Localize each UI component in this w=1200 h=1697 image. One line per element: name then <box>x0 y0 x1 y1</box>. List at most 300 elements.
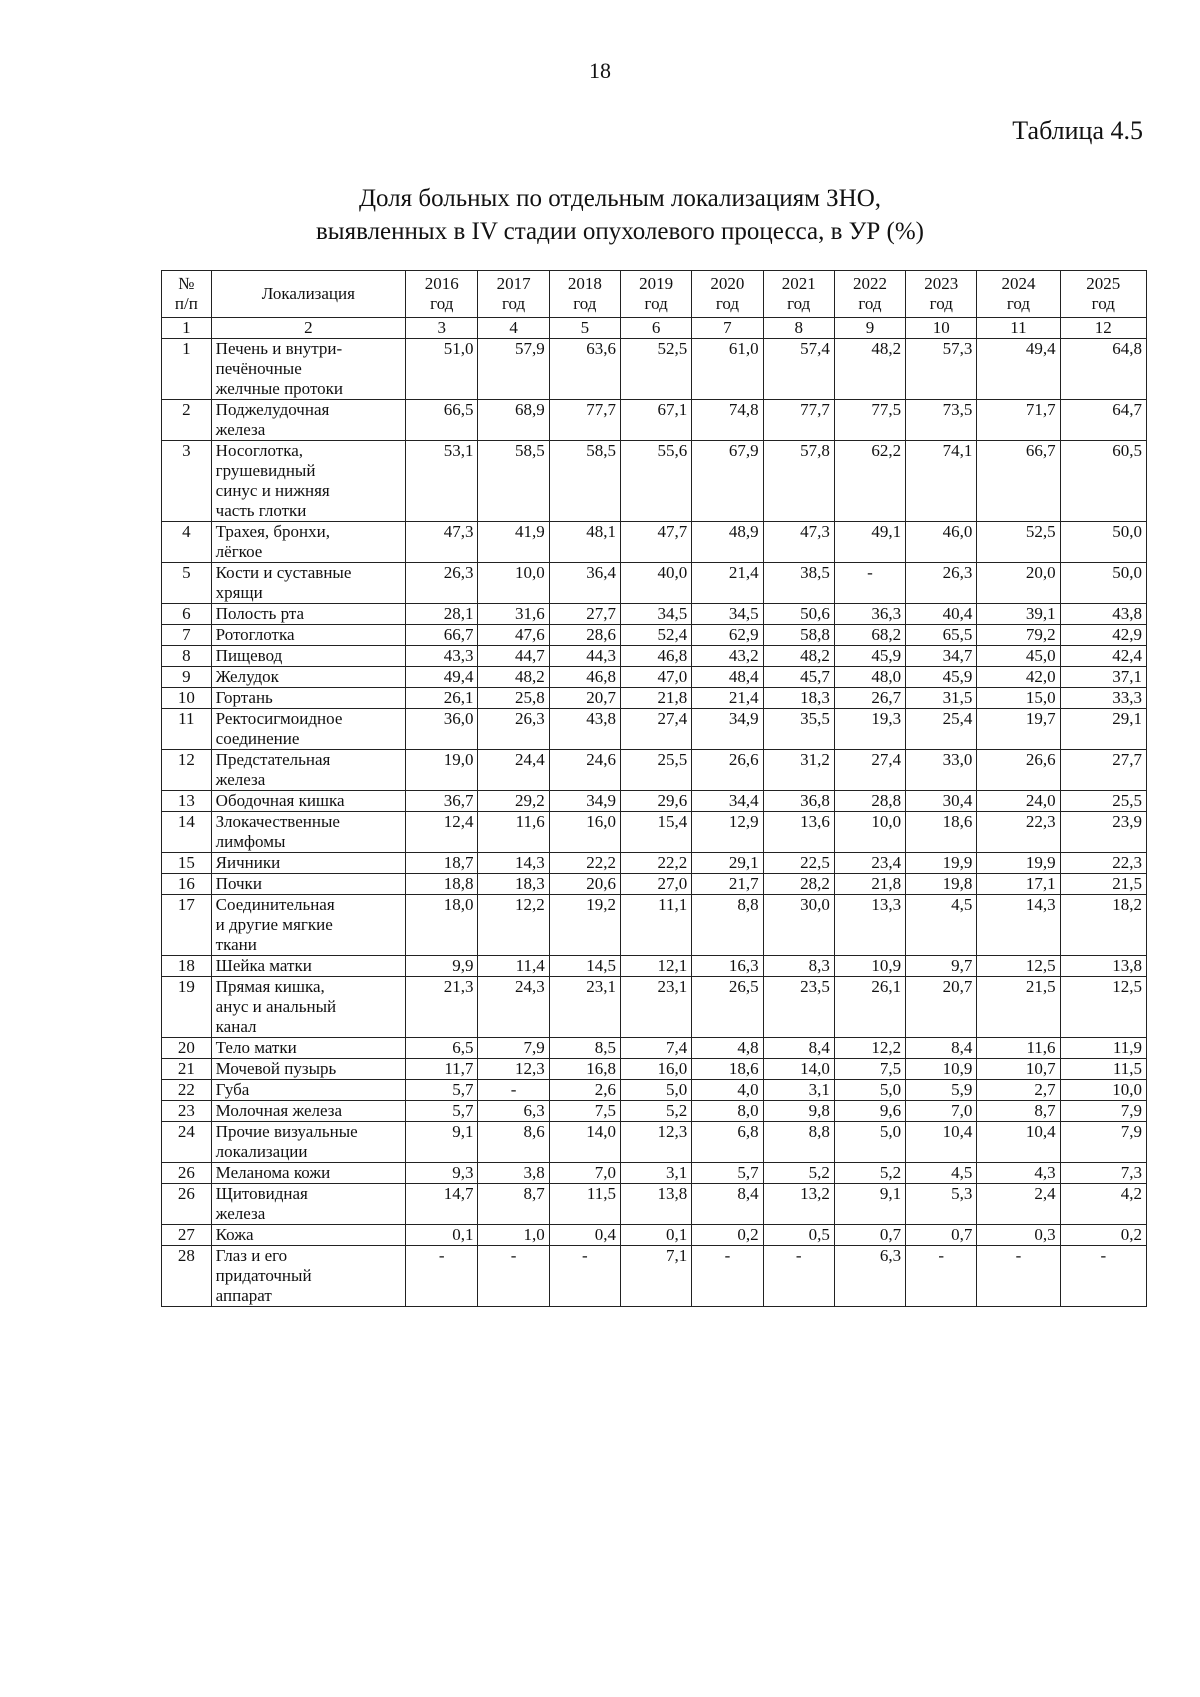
row-value: 7,1 <box>621 1246 692 1307</box>
row-value: 20,0 <box>977 563 1060 604</box>
row-value: 35,5 <box>763 709 834 750</box>
table-row <box>162 646 1147 667</box>
header-year: 2016 год <box>406 271 478 318</box>
row-value: 8,8 <box>763 1122 834 1163</box>
row-localization: Прочие визуальные локализации <box>211 1122 405 1163</box>
row-value: 74,8 <box>692 400 763 441</box>
row-value: 21,3 <box>406 977 478 1038</box>
row-number: 18 <box>162 956 212 977</box>
column-number: 2 <box>211 318 405 339</box>
row-value: 14,7 <box>406 1184 478 1225</box>
row-value: 36,4 <box>549 563 620 604</box>
row-value: 43,8 <box>1060 604 1146 625</box>
row-value: 23,4 <box>834 853 905 874</box>
row-value: 5,2 <box>834 1163 905 1184</box>
row-value: 11,9 <box>1060 1038 1146 1059</box>
row-value: 19,2 <box>549 895 620 956</box>
table-row <box>162 1184 1147 1225</box>
row-value: 26,3 <box>406 563 478 604</box>
row-value: 2,7 <box>977 1080 1060 1101</box>
column-number: 3 <box>406 318 478 339</box>
row-value: - <box>549 1246 620 1307</box>
table-title-line-1: Доля больных по отдельным локализациям ЗНО, <box>358 185 882 212</box>
row-number: 6 <box>162 604 212 625</box>
row-value: 49,1 <box>834 522 905 563</box>
table-body <box>162 339 1147 1307</box>
row-value: 18,6 <box>906 812 977 853</box>
row-value: 3,1 <box>621 1163 692 1184</box>
row-value: 3,1 <box>763 1080 834 1101</box>
table-row <box>162 625 1147 646</box>
header-num: № п/п <box>162 271 212 318</box>
row-value: 29,6 <box>621 791 692 812</box>
row-value: 33,0 <box>906 750 977 791</box>
row-value: 58,5 <box>478 441 549 522</box>
row-value: 26,6 <box>977 750 1060 791</box>
row-value: - <box>834 563 905 604</box>
row-localization: Ободочная кишка <box>211 791 405 812</box>
row-value: 5,7 <box>406 1080 478 1101</box>
row-value: 43,8 <box>549 709 620 750</box>
row-value: 36,3 <box>834 604 905 625</box>
row-number: 8 <box>162 646 212 667</box>
column-number: 4 <box>478 318 549 339</box>
row-value: 7,0 <box>549 1163 620 1184</box>
row-value: 26,1 <box>834 977 905 1038</box>
row-value: 66,5 <box>406 400 478 441</box>
row-number: 27 <box>162 1225 212 1246</box>
row-value: 18,2 <box>1060 895 1146 956</box>
row-value: 13,6 <box>763 812 834 853</box>
row-value: 21,4 <box>692 563 763 604</box>
table-row <box>162 1122 1147 1163</box>
row-value: 9,6 <box>834 1101 905 1122</box>
column-number: 11 <box>977 318 1060 339</box>
row-value: 34,5 <box>692 604 763 625</box>
row-value: 57,9 <box>478 339 549 400</box>
row-value: 45,7 <box>763 667 834 688</box>
row-value: 12,5 <box>977 956 1060 977</box>
row-value: 65,5 <box>906 625 977 646</box>
row-value: 62,9 <box>692 625 763 646</box>
row-localization: Губа <box>211 1080 405 1101</box>
row-value: 79,2 <box>977 625 1060 646</box>
row-value: 6,3 <box>834 1246 905 1307</box>
row-number: 13 <box>162 791 212 812</box>
row-value: 29,1 <box>1060 709 1146 750</box>
table-row <box>162 812 1147 853</box>
row-value: 48,2 <box>763 646 834 667</box>
row-value: 50,6 <box>763 604 834 625</box>
row-value: 64,8 <box>1060 339 1146 400</box>
row-localization: Щитовидная железа <box>211 1184 405 1225</box>
row-value: 45,0 <box>977 646 1060 667</box>
header-year: 2020 год <box>692 271 763 318</box>
row-value: 31,5 <box>906 688 977 709</box>
row-value: 11,5 <box>1060 1059 1146 1080</box>
row-value: 47,3 <box>406 522 478 563</box>
row-localization: Соединительная и другие мягкие ткани <box>211 895 405 956</box>
row-value: 8,8 <box>692 895 763 956</box>
row-value: 15,4 <box>621 812 692 853</box>
row-value: 30,4 <box>906 791 977 812</box>
row-value: 61,0 <box>692 339 763 400</box>
row-value: 10,9 <box>906 1059 977 1080</box>
row-value: 21,4 <box>692 688 763 709</box>
row-value: 7,9 <box>1060 1101 1146 1122</box>
table-row <box>162 874 1147 895</box>
row-value: - <box>1060 1246 1146 1307</box>
row-value: 16,8 <box>549 1059 620 1080</box>
row-value: 36,0 <box>406 709 478 750</box>
row-value: 14,3 <box>478 853 549 874</box>
row-value: 5,2 <box>763 1163 834 1184</box>
row-value: 15,0 <box>977 688 1060 709</box>
row-localization: Кости и суставные хрящи <box>211 563 405 604</box>
row-value: - <box>977 1246 1060 1307</box>
row-value: 27,7 <box>549 604 620 625</box>
row-value: 9,3 <box>406 1163 478 1184</box>
row-value: 23,1 <box>549 977 620 1038</box>
row-number: 2 <box>162 400 212 441</box>
row-value: 0,1 <box>621 1225 692 1246</box>
row-number: 26 <box>162 1184 212 1225</box>
row-value: - <box>406 1246 478 1307</box>
row-value: 16,0 <box>549 812 620 853</box>
row-value: 31,6 <box>478 604 549 625</box>
row-number: 9 <box>162 667 212 688</box>
row-value: 24,3 <box>478 977 549 1038</box>
row-value: 12,1 <box>621 956 692 977</box>
row-value: 14,0 <box>763 1059 834 1080</box>
row-value: 77,5 <box>834 400 905 441</box>
row-value: 25,8 <box>478 688 549 709</box>
row-localization: Яичники <box>211 853 405 874</box>
row-value: 19,3 <box>834 709 905 750</box>
localization-stage4-table <box>161 270 1147 1307</box>
table-title <box>0 182 1200 248</box>
table-row <box>162 1163 1147 1184</box>
row-localization: Поджелудочная железа <box>211 400 405 441</box>
row-value: 48,2 <box>478 667 549 688</box>
row-value: 48,9 <box>692 522 763 563</box>
table-row <box>162 895 1147 956</box>
row-value: 7,9 <box>1060 1122 1146 1163</box>
row-value: 2,6 <box>549 1080 620 1101</box>
column-number: 8 <box>763 318 834 339</box>
row-value: 68,2 <box>834 625 905 646</box>
row-value: 27,4 <box>621 709 692 750</box>
row-value: 46,0 <box>906 522 977 563</box>
row-value: 1,0 <box>478 1225 549 1246</box>
row-value: 0,1 <box>406 1225 478 1246</box>
row-value: 23,1 <box>621 977 692 1038</box>
row-value: 38,5 <box>763 563 834 604</box>
row-number: 26 <box>162 1163 212 1184</box>
row-value: 8,4 <box>692 1184 763 1225</box>
table-row <box>162 688 1147 709</box>
row-value: 47,6 <box>478 625 549 646</box>
row-value: 19,9 <box>906 853 977 874</box>
row-localization: Печень и внутри- печёночные желчные протоки <box>211 339 405 400</box>
row-localization: Ротоглотка <box>211 625 405 646</box>
row-value: 0,2 <box>1060 1225 1146 1246</box>
row-value: 22,2 <box>549 853 620 874</box>
row-value: 18,3 <box>763 688 834 709</box>
header-year: 2019 год <box>621 271 692 318</box>
row-localization: Молочная железа <box>211 1101 405 1122</box>
row-value: 13,8 <box>1060 956 1146 977</box>
row-value: 6,5 <box>406 1038 478 1059</box>
row-value: 40,0 <box>621 563 692 604</box>
row-value: 10,0 <box>1060 1080 1146 1101</box>
row-value: 12,4 <box>406 812 478 853</box>
row-value: 57,4 <box>763 339 834 400</box>
row-value: - <box>763 1246 834 1307</box>
row-number: 19 <box>162 977 212 1038</box>
row-localization: Трахея, бронхи, лёгкое <box>211 522 405 563</box>
row-value: 8,4 <box>906 1038 977 1059</box>
row-value: 8,7 <box>977 1101 1060 1122</box>
row-value: - <box>478 1080 549 1101</box>
row-value: 18,0 <box>406 895 478 956</box>
row-value: 8,3 <box>763 956 834 977</box>
row-value: 47,7 <box>621 522 692 563</box>
row-value: 25,5 <box>1060 791 1146 812</box>
row-number: 16 <box>162 874 212 895</box>
row-value: 31,2 <box>763 750 834 791</box>
table-row <box>162 1080 1147 1101</box>
row-value: 9,8 <box>763 1101 834 1122</box>
row-value: 16,3 <box>692 956 763 977</box>
row-value: 7,0 <box>906 1101 977 1122</box>
row-value: 21,8 <box>621 688 692 709</box>
row-value: 60,5 <box>1060 441 1146 522</box>
row-value: 26,1 <box>406 688 478 709</box>
row-value: 17,1 <box>977 874 1060 895</box>
row-value: 19,8 <box>906 874 977 895</box>
header-year: 2025 год <box>1060 271 1146 318</box>
row-value: 27,0 <box>621 874 692 895</box>
table-title-line-2: выявленных в IV стадии опухолевого процесса, в УР (%) <box>316 218 924 245</box>
table-row <box>162 441 1147 522</box>
row-number: 10 <box>162 688 212 709</box>
row-value: 12,3 <box>621 1122 692 1163</box>
row-value: 9,1 <box>406 1122 478 1163</box>
row-value: 48,0 <box>834 667 905 688</box>
row-value: 13,3 <box>834 895 905 956</box>
row-value: 37,1 <box>1060 667 1146 688</box>
row-value: 7,3 <box>1060 1163 1146 1184</box>
row-value: - <box>692 1246 763 1307</box>
row-number: 5 <box>162 563 212 604</box>
table-row <box>162 1246 1147 1307</box>
header-year: 2022 год <box>834 271 905 318</box>
row-value: 0,7 <box>906 1225 977 1246</box>
row-value: 10,4 <box>906 1122 977 1163</box>
row-value: 27,4 <box>834 750 905 791</box>
row-value: 50,0 <box>1060 522 1146 563</box>
row-value: 26,5 <box>692 977 763 1038</box>
row-localization: Предстательная железа <box>211 750 405 791</box>
row-value: 6,3 <box>478 1101 549 1122</box>
row-localization: Почки <box>211 874 405 895</box>
row-number: 17 <box>162 895 212 956</box>
row-value: 14,3 <box>977 895 1060 956</box>
row-value: 47,3 <box>763 522 834 563</box>
row-value: 16,0 <box>621 1059 692 1080</box>
row-value: 44,7 <box>478 646 549 667</box>
row-value: 8,6 <box>478 1122 549 1163</box>
row-value: 7,9 <box>478 1038 549 1059</box>
table-row <box>162 1101 1147 1122</box>
column-number: 6 <box>621 318 692 339</box>
row-value: 18,8 <box>406 874 478 895</box>
table-row <box>162 977 1147 1038</box>
row-value: 28,1 <box>406 604 478 625</box>
row-number: 21 <box>162 1059 212 1080</box>
row-value: 4,5 <box>906 895 977 956</box>
row-value: 22,3 <box>977 812 1060 853</box>
table-row <box>162 750 1147 791</box>
row-value: 20,7 <box>906 977 977 1038</box>
row-value: - <box>906 1246 977 1307</box>
row-value: 5,0 <box>621 1080 692 1101</box>
row-value: 24,6 <box>549 750 620 791</box>
row-number: 15 <box>162 853 212 874</box>
row-localization: Ректосигмоидное соединение <box>211 709 405 750</box>
table-label: Таблица 4.5 <box>1012 116 1143 145</box>
row-value: 57,3 <box>906 339 977 400</box>
row-value: 25,5 <box>621 750 692 791</box>
header-year: 2018 год <box>549 271 620 318</box>
header-localization: Локализация <box>211 271 405 318</box>
row-value: 21,8 <box>834 874 905 895</box>
row-value: 58,8 <box>763 625 834 646</box>
row-value: 22,3 <box>1060 853 1146 874</box>
row-value: 7,5 <box>549 1101 620 1122</box>
row-value: 11,7 <box>406 1059 478 1080</box>
row-value: 5,0 <box>834 1122 905 1163</box>
row-value: 67,9 <box>692 441 763 522</box>
row-value: 14,5 <box>549 956 620 977</box>
row-value: 52,5 <box>621 339 692 400</box>
row-value: 12,3 <box>478 1059 549 1080</box>
row-value: 12,9 <box>692 812 763 853</box>
row-value: 45,9 <box>906 667 977 688</box>
page-number: 18 <box>589 58 611 83</box>
row-value: 5,7 <box>406 1101 478 1122</box>
table-row <box>162 1225 1147 1246</box>
column-number: 5 <box>549 318 620 339</box>
row-value: 22,2 <box>621 853 692 874</box>
row-value: 5,9 <box>906 1080 977 1101</box>
table-row <box>162 1059 1147 1080</box>
row-number: 23 <box>162 1101 212 1122</box>
row-value: 28,2 <box>763 874 834 895</box>
row-value: 43,3 <box>406 646 478 667</box>
row-value: 5,2 <box>621 1101 692 1122</box>
row-value: 19,0 <box>406 750 478 791</box>
row-value: 34,5 <box>621 604 692 625</box>
row-value: 11,6 <box>478 812 549 853</box>
row-value: 42,0 <box>977 667 1060 688</box>
row-number: 28 <box>162 1246 212 1307</box>
row-value: 26,3 <box>906 563 977 604</box>
row-localization: Меланома кожи <box>211 1163 405 1184</box>
row-localization: Тело матки <box>211 1038 405 1059</box>
row-value: 26,6 <box>692 750 763 791</box>
row-value: 6,8 <box>692 1122 763 1163</box>
header-row <box>162 271 1147 318</box>
row-value: 34,4 <box>692 791 763 812</box>
row-value: 73,5 <box>906 400 977 441</box>
row-value: 27,7 <box>1060 750 1146 791</box>
row-value: 57,8 <box>763 441 834 522</box>
row-value: 48,1 <box>549 522 620 563</box>
row-value: 49,4 <box>406 667 478 688</box>
row-value: 26,7 <box>834 688 905 709</box>
row-localization: Носоглотка, грушевидный синус и нижняя часть глотки <box>211 441 405 522</box>
row-value: 47,0 <box>621 667 692 688</box>
row-value: 34,9 <box>549 791 620 812</box>
row-value: 4,0 <box>692 1080 763 1101</box>
table-row <box>162 667 1147 688</box>
row-value: 66,7 <box>977 441 1060 522</box>
column-number: 10 <box>906 318 977 339</box>
row-value: 10,9 <box>834 956 905 977</box>
row-value: 18,7 <box>406 853 478 874</box>
row-value: 18,6 <box>692 1059 763 1080</box>
row-value: 0,4 <box>549 1225 620 1246</box>
row-value: 2,4 <box>977 1184 1060 1225</box>
row-value: 33,3 <box>1060 688 1146 709</box>
table-row <box>162 522 1147 563</box>
row-value: 42,9 <box>1060 625 1146 646</box>
row-value: 45,9 <box>834 646 905 667</box>
row-localization: Полость рта <box>211 604 405 625</box>
row-value: 50,0 <box>1060 563 1146 604</box>
row-value: 29,1 <box>692 853 763 874</box>
row-value: 9,7 <box>906 956 977 977</box>
header-year: 2024 год <box>977 271 1060 318</box>
row-value: 77,7 <box>549 400 620 441</box>
row-value: 0,2 <box>692 1225 763 1246</box>
row-value: 4,5 <box>906 1163 977 1184</box>
row-value: 28,6 <box>549 625 620 646</box>
row-value: 11,1 <box>621 895 692 956</box>
row-value: 0,5 <box>763 1225 834 1246</box>
row-value: 41,9 <box>478 522 549 563</box>
row-number: 14 <box>162 812 212 853</box>
table-row <box>162 853 1147 874</box>
row-value: 5,0 <box>834 1080 905 1101</box>
row-value: 51,0 <box>406 339 478 400</box>
row-value: 34,7 <box>906 646 977 667</box>
table-row <box>162 563 1147 604</box>
row-value: 66,7 <box>406 625 478 646</box>
row-value: 34,9 <box>692 709 763 750</box>
row-value: 5,3 <box>906 1184 977 1225</box>
row-value: 48,2 <box>834 339 905 400</box>
row-value: 74,1 <box>906 441 977 522</box>
table-row <box>162 400 1147 441</box>
table-row <box>162 956 1147 977</box>
row-number: 7 <box>162 625 212 646</box>
row-value: 39,1 <box>977 604 1060 625</box>
row-value: 36,7 <box>406 791 478 812</box>
row-value: 9,1 <box>834 1184 905 1225</box>
